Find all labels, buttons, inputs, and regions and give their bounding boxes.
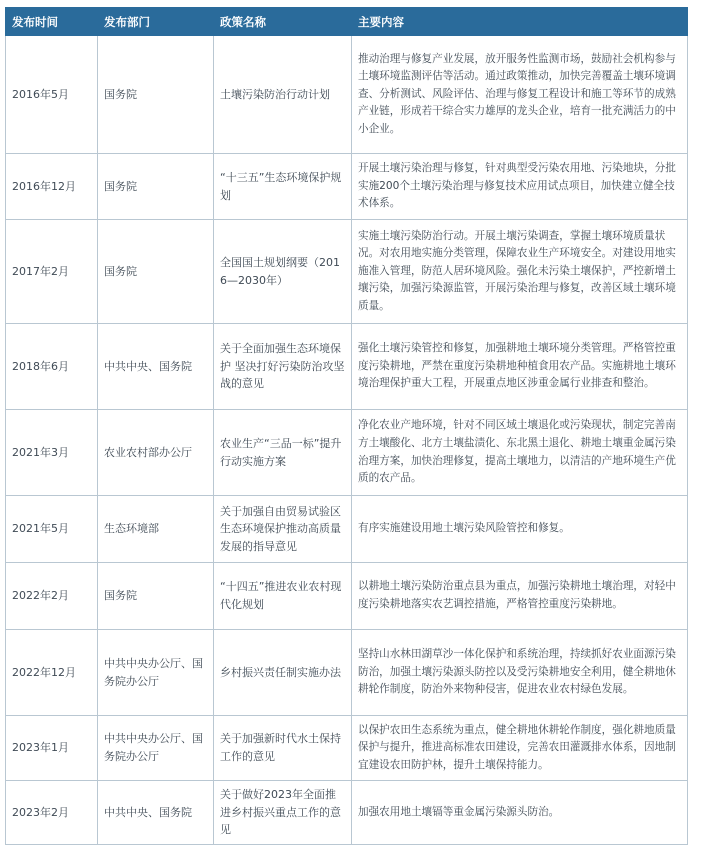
cell-date: 2023年1月 [6, 716, 98, 781]
cell-policy-name: 关于全面加强生态环境保护 坚决打好污染防治攻坚战的意见 [214, 324, 352, 410]
cell-department: 中共中央办公厅、国务院办公厅 [98, 630, 214, 716]
cell-policy-name: 关于加强自由贸易试验区生态环境保护推动高质量发展的指导意见 [214, 496, 352, 563]
cell-department: 中共中央、国务院 [98, 324, 214, 410]
cell-main-content: 有序实施建设用地土壤污染风险管控和修复。 [352, 496, 688, 563]
cell-policy-name: “十三五”生态环境保护规划 [214, 154, 352, 220]
cell-department: 农业农村部办公厅 [98, 410, 214, 496]
cell-date: 2017年2月 [6, 220, 98, 324]
table-row [6, 781, 688, 845]
table-row [6, 36, 688, 154]
header-policy-name: 政策名称 [214, 8, 352, 36]
table-row [6, 563, 688, 630]
cell-date: 2021年3月 [6, 410, 98, 496]
cell-department: 国务院 [98, 220, 214, 324]
cell-department: 国务院 [98, 154, 214, 220]
cell-main-content: 净化农业产地环境，针对不同区域土壤退化或污染现状，制定完善南方土壤酸化、北方土壤盐渍化、东北黑土退化、耕地土壤重金属污染治理方案，加快治理修复，提高土壤地力，以清洁的产地环境生产优质的农产品。 [352, 410, 688, 496]
cell-department: 中共中央办公厅、国务院办公厅 [98, 716, 214, 781]
table-body [6, 36, 688, 845]
cell-policy-name: 全国国土规划纲要（2016—2030年） [214, 220, 352, 324]
table-row [6, 630, 688, 716]
table-row [6, 154, 688, 220]
cell-date: 2016年12月 [6, 154, 98, 220]
cell-main-content: 推动治理与修复产业发展，放开服务性监测市场，鼓励社会机构参与土壤环境监测评估等活动。通过政策推动，加快完善覆盖土壤环境调查、分析测试、风险评估、治理与修复工程设计和施工等环节的成熟产业链，形成若干综合实力雄厚的龙头企业，培育一批充满活力的中小企业。 [352, 36, 688, 154]
cell-date: 2018年6月 [6, 324, 98, 410]
policy-table [5, 7, 688, 845]
cell-policy-name: 农业生产“三品一标”提升行动实施方案 [214, 410, 352, 496]
table-header [6, 8, 688, 36]
table-row [6, 496, 688, 563]
policy-table-container [5, 7, 687, 845]
cell-policy-name: 关于加强新时代水土保持工作的意见 [214, 716, 352, 781]
cell-date: 2022年12月 [6, 630, 98, 716]
header-row [6, 8, 688, 36]
table-row [6, 220, 688, 324]
table-row [6, 716, 688, 781]
cell-date: 2016年5月 [6, 36, 98, 154]
cell-policy-name: 土壤污染防治行动计划 [214, 36, 352, 154]
header-department: 发布部门 [98, 8, 214, 36]
cell-date: 2021年5月 [6, 496, 98, 563]
cell-main-content: 加强农用地土壤镉等重金属污染源头防治。 [352, 781, 688, 845]
table-row [6, 324, 688, 410]
cell-department: 国务院 [98, 563, 214, 630]
cell-department: 国务院 [98, 36, 214, 154]
cell-date: 2023年2月 [6, 781, 98, 845]
table-row [6, 410, 688, 496]
cell-policy-name: “十四五”推进农业农村现代化规划 [214, 563, 352, 630]
header-main-content: 主要内容 [352, 8, 688, 36]
cell-main-content: 以耕地土壤污染防治重点县为重点，加强污染耕地土壤治理，对轻中度污染耕地落实农艺调控措施，严格管控重度污染耕地。 [352, 563, 688, 630]
cell-date: 2022年2月 [6, 563, 98, 630]
header-date: 发布时间 [6, 8, 98, 36]
cell-main-content: 以保护农田生态系统为重点，健全耕地休耕轮作制度，强化耕地质量保护与提升，推进高标准农田建设，完善农田灌溉排水体系，因地制宜建设农田防护林，提升土壤保持能力。 [352, 716, 688, 781]
cell-department: 生态环境部 [98, 496, 214, 563]
cell-main-content: 开展土壤污染治理与修复，针对典型受污染农用地、污染地块，分批实施200个土壤污染治理与修复技术应用试点项目，加快建立健全技术体系。 [352, 154, 688, 220]
cell-policy-name: 乡村振兴责任制实施办法 [214, 630, 352, 716]
cell-main-content: 实施土壤污染防治行动。开展土壤污染调查，掌握土壤环境质量状况。对农用地实施分类管理，保障农业生产环境安全。对建设用地实施准入管理，防范人居环境风险。强化未污染土壤保护，严控新增土壤污染，加强污染源监管，开展污染治理与修复，改善区域土壤环境质量。 [352, 220, 688, 324]
cell-main-content: 坚持山水林田湖草沙一体化保护和系统治理，持续抓好农业面源污染防治，加强土壤污染源头防控以及受污染耕地安全利用，健全耕地休耕轮作制度，防治外来物种侵害，促进农业农村绿色发展。 [352, 630, 688, 716]
cell-department: 中共中央、国务院 [98, 781, 214, 845]
cell-main-content: 强化土壤污染管控和修复，加强耕地土壤环境分类管理。严格管控重度污染耕地，严禁在重度污染耕地种植食用农产品。实施耕地土壤环境治理保护重大工程，开展重点地区涉重金属行业排查和整治。 [352, 324, 688, 410]
cell-policy-name: 关于做好2023年全面推进乡村振兴重点工作的意见 [214, 781, 352, 845]
